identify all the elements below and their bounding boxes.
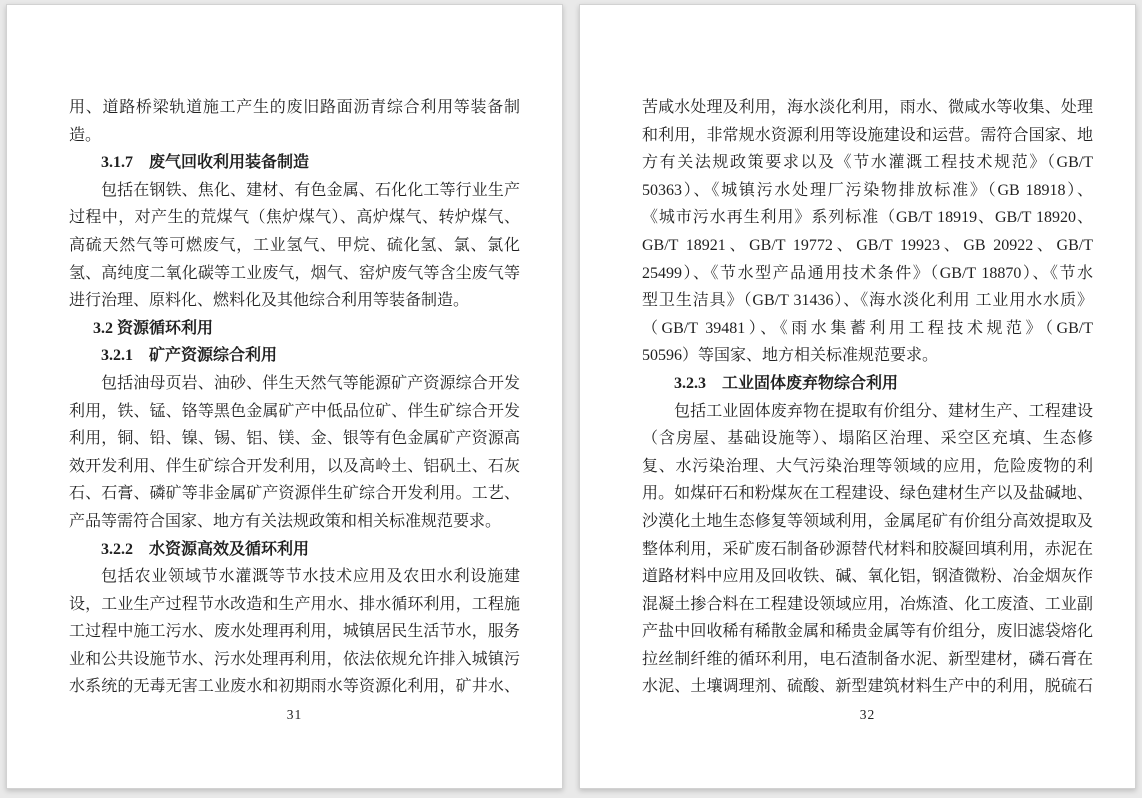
heading-line: 3.2.3 工业固体废弃物综合利用 — [674, 374, 899, 392]
text-line: 工过程中施工污水、废水处理再利用，城镇居民生活节水，服务 — [69, 623, 520, 641]
text-line: GB/T 18921、GB/T 19772、GB/T 19923、GB 20922、GB/T — [642, 236, 1093, 254]
heading-line: 3.1.7 废气回收利用装备制造 — [101, 154, 310, 172]
text-line: 高硫天然气等可燃废气，工业氢气、甲烷、硫化氢、氯、氯化 — [69, 236, 520, 254]
text-line: 利用，铁、锰、铬等黑色金属矿产中低品位矿、伴生矿综合开发 — [69, 402, 520, 420]
text-line: （含房屋、基础设施等）、塌陷区治理、采空区充填、生态修 — [642, 430, 1093, 448]
page-lines — [642, 94, 1093, 701]
text-line: 苦咸水处理及利用，海水淡化利用，雨水、微咸水等收集、处理 — [642, 99, 1093, 116]
text-line: 50596）等国家、地方相关标准规范要求。 — [642, 347, 939, 365]
text-line: 产盐中回收稀有稀散金属和稀贵金属等有价组分，废旧滤袋熔化 — [642, 623, 1093, 641]
text-line: 包括农业领域节水灌溉等节水技术应用及农田水利设施建 — [101, 568, 520, 586]
text-line: （GB/T 39481）、《雨水集蓄利用工程技术规范》（GB/T — [642, 319, 1093, 337]
text-line: 混凝土掺合料在工程建设领域应用，冶炼渣、化工废渣、工业副 — [642, 595, 1093, 613]
text-line: 产品等需符合国家、地方有关法规政策和相关标准规范要求。 — [69, 512, 502, 530]
text-line: 利用，铜、铅、镍、锡、铝、镁、金、银等有色金属矿产资源高 — [69, 430, 520, 448]
text-line: 50363）、《城镇污水处理厂污染物排放标准》（GB 18918）、 — [642, 181, 1093, 199]
text-line: 水泥、土壤调理剂、硫酸、新型建筑材料生产中的利用，脱硫石 — [642, 678, 1093, 696]
text-line: 复、水污染治理、大气污染治理等领域的应用，危险废物的利 — [642, 457, 1093, 475]
document-page-right — [579, 4, 1136, 789]
text-line: 用、道路桥梁轨道施工产生的废旧路面沥青综合利用等装备制 — [69, 99, 520, 116]
text-line: 石、石膏、磷矿等非金属矿产资源伴生矿综合开发利用。工艺、 — [69, 485, 520, 503]
text-line: 水系统的无毒无害工业废水和初期雨水等资源化利用，矿井水、 — [69, 678, 520, 696]
text-line: 道路材料中应用及回收铁、碱、氧化铝，钢渣微粉、冶金烟灰作 — [642, 568, 1093, 586]
text-line: 25499）、《节水型产品通用技术条件》（GB/T 18870）、《节水 — [642, 264, 1093, 282]
text-line: 效开发利用、伴生矿综合开发利用，以及高岭土、铝矾土、石灰 — [69, 457, 520, 475]
page-number: 32 — [859, 707, 876, 723]
text-line: 过程中，对产生的荒煤气（焦炉煤气）、高炉煤气、转炉煤气、 — [69, 209, 520, 227]
heading-line: 3.2.2 水资源高效及循环利用 — [101, 540, 310, 558]
text-line: 氢、高纯度二氧化碳等工业废气，烟气、窑炉废气等含尘废气等 — [69, 264, 520, 282]
text-line: 拉丝制纤维的循环利用，电石渣制备水泥、新型建材，磷石膏在 — [642, 650, 1093, 668]
page-number: 31 — [286, 707, 303, 723]
text-line: 包括在钢铁、焦化、建材、有色金属、石化化工等行业生产 — [101, 181, 520, 199]
text-line: 业和公共设施节水、污水处理再利用，依法依规允许排入城镇污 — [69, 650, 520, 668]
text-line: 用。如煤矸石和粉煤灰在工程建设、绿色建材生产以及盐碱地、 — [642, 485, 1093, 503]
text-line: 方有关法规政策要求以及《节水灌溉工程技术规范》（GB/T — [642, 154, 1093, 172]
text-line: 和利用，非常规水资源利用等设施建设和运营。需符合国家、地 — [642, 126, 1093, 144]
text-line: 包括工业固体废弃物在提取有价组分、建材生产、工程建设 — [674, 402, 1093, 420]
text-line: 整体利用，采矿废石制备砂源替代材料和胶凝回填利用，赤泥在 — [642, 540, 1093, 558]
heading-line: 3.2.1 矿产资源综合利用 — [101, 347, 278, 365]
text-line: 进行治理、原料化、燃料化及其他综合利用等装备制造。 — [69, 292, 470, 310]
text-line: 型卫生洁具》（GB/T 31436）、《海水淡化利用 工业用水水质》 — [642, 292, 1093, 310]
page-lines — [69, 94, 520, 701]
heading-line: 3.2 资源循环利用 — [93, 319, 214, 337]
text-line: 包括油母页岩、油砂、伴生天然气等能源矿产资源综合开发 — [101, 374, 520, 392]
text-line: 造。 — [69, 126, 102, 144]
text-line: 《城市污水再生利用》系列标准（GB/T 18919、GB/T 18920、 — [642, 209, 1093, 227]
document-page-left — [6, 4, 563, 789]
text-line: 沙漠化土地生态修复等领域利用，金属尾矿有价组分高效提取及 — [642, 512, 1093, 530]
text-line: 设，工业生产过程节水改造和生产用水、排水循环利用，工程施 — [69, 595, 520, 613]
